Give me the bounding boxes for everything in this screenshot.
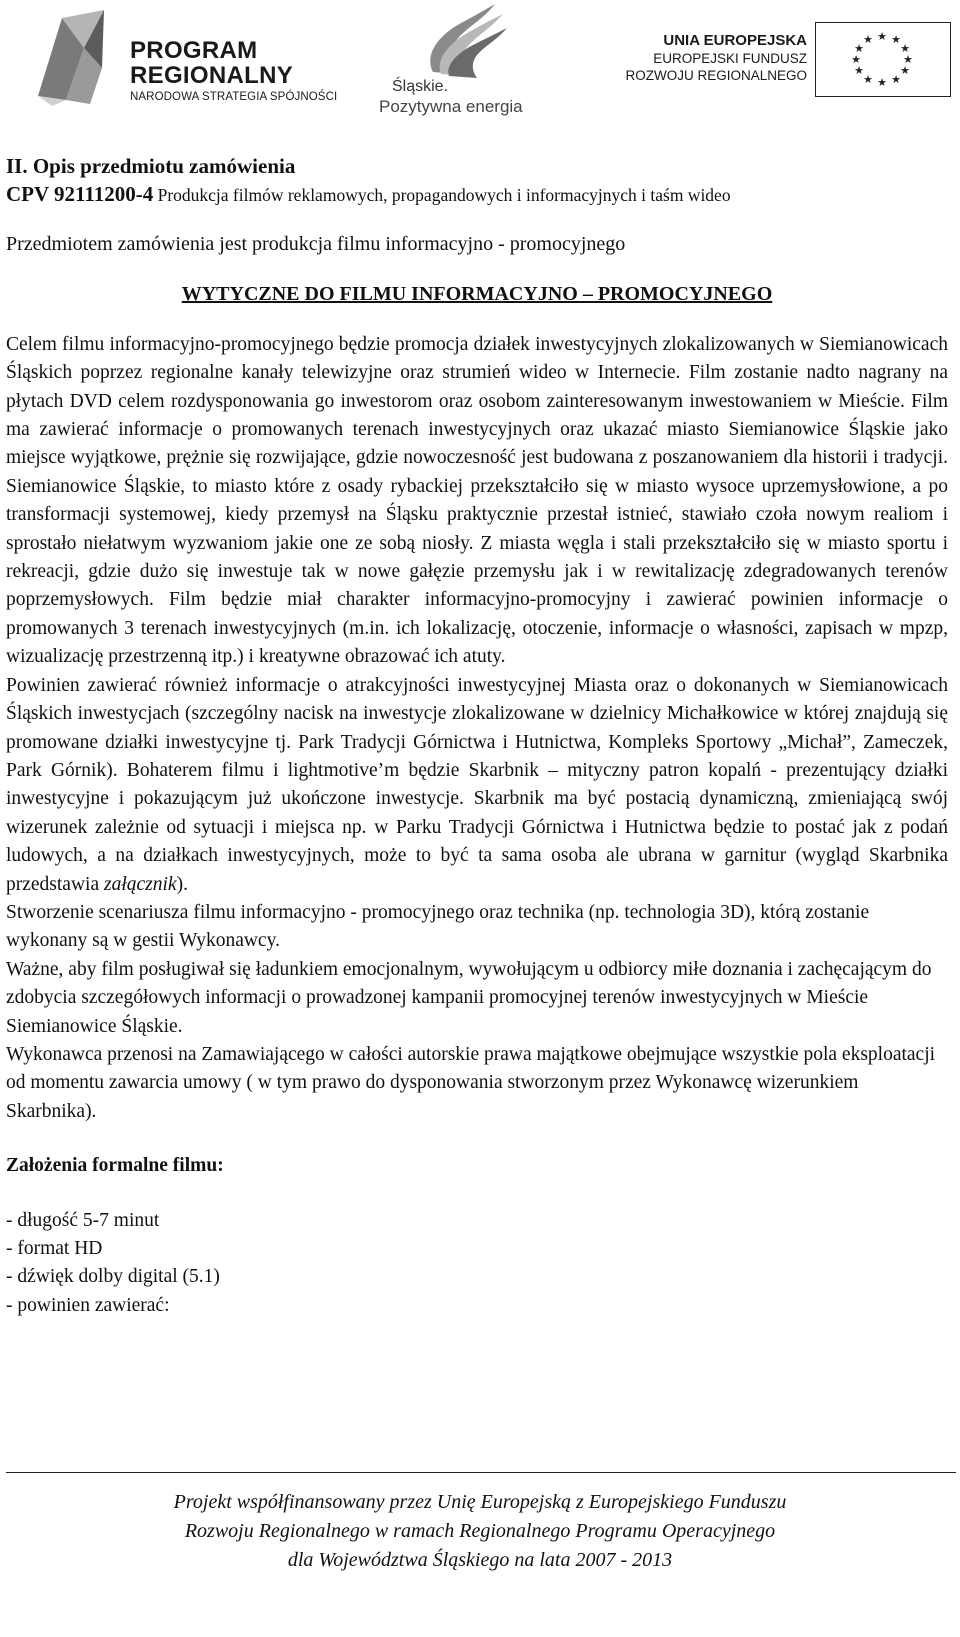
program-regionalny-logo (32, 8, 338, 108)
section-title: II. Opis przedmiotu zamówienia (6, 154, 296, 178)
eu-logo-line3: ROZWOJU REGIONALNEGO (625, 68, 807, 83)
list-item: - format HD (6, 1238, 103, 1259)
paragraph-emotion: Ważne, aby film posługiwał się ładunkiem emocjonalnym, wywołującym u odbiorcy miłe doznania i zachęcającym do zdobycia szczegółowych informacji o prowadzonej kampanii promocyjnej terenów inwestycyjnych w Mieście Siemianowice Śląskie. (6, 958, 932, 1037)
svg-text:★: ★ (854, 42, 864, 55)
footer-line: dla Województwa Śląskiego na lata 2007 - 2013 (287, 1549, 673, 1571)
slaskie-logo (375, 0, 535, 125)
footer-line: Rozwoju Regionalnego w ramach Regionalnego Programu Operacyjnego (184, 1520, 776, 1542)
footer-line: Projekt współfinansowany przez Unię Europejską z Europejskiego Funduszu (173, 1491, 787, 1513)
slaskie-tagline: Pozytywna energia (379, 97, 523, 116)
svg-text:★: ★ (863, 73, 873, 86)
assumptions-list (6, 1207, 948, 1321)
slaskie-name: Śląskie. (392, 78, 449, 95)
program-regionalny-mark-icon (32, 8, 124, 108)
footer-divider (6, 1472, 956, 1473)
paragraph-scenario: Stworzenie scenariusza filmu informacyjno - promocyjnego oraz technika (np. technologia 3D), którą zostanie wykonany są w gestii Wykonawcy. (6, 901, 870, 952)
program-regionalny-subtitle: NARODOWA STRATEGIA SPÓJNOŚCI (130, 91, 338, 103)
attachment-reference: załącznik (104, 873, 177, 895)
svg-text:★: ★ (854, 64, 864, 77)
eu-flag-icon (815, 22, 951, 97)
list-item: - dźwięk dolby digital (5.1) (6, 1266, 220, 1288)
paragraph-content (6, 672, 948, 899)
svg-text:★: ★ (851, 53, 861, 66)
svg-text:★: ★ (900, 64, 910, 77)
order-subject: Przedmiotem zamówienia jest produkcja filmu informacyjno - promocyjnego (6, 233, 626, 255)
svg-text:★: ★ (891, 73, 901, 86)
guidelines-heading: WYTYCZNE DO FILMU INFORMACYJNO – PROMOCYJNEGO (181, 283, 773, 306)
svg-text:★: ★ (891, 33, 901, 46)
slaskie-wave-icon (403, 2, 513, 82)
paragraph-content-end: ). (176, 873, 188, 895)
svg-text:★: ★ (903, 53, 913, 66)
guidelines-text (6, 331, 948, 1126)
program-regionalny-logo-text: PROGRAM REGIONALNY (130, 37, 294, 89)
document-body (6, 152, 948, 1320)
eu-logo-line1: UNIA EUROPEJSKA (663, 32, 807, 49)
cpv-line (6, 180, 948, 210)
paragraph-content-main: Powinien zawierać również informacje o atrakcyjności inwestycyjnej Miasta oraz o dokonanych w Siemianowicach Śląskich inwestycjach (szczególny nacisk na inwestycje zlokalizowane w dzielnicy Michałkowice w której znajdują się promowane działki inwestycyjne tj. Park Tradycji Górnictwa i Hutnictwa, Kompleks Sportowy „Michał”, Zameczek, Park Górnik). Bohaterem filmu i lightmotive’m będzie Skarbnik – mityczny patron kopalń - prezentujący działki inwestycyjne i pokazującym już ukończone inwestycje. Skarbnik ma być postacią dynamiczną, zmieniającą swój wizerunek zależnie od sytuacji i miejsca np. w Parku Tradycji Górnictwa i Hutnictwa będzie to postać jak z podań ludowych, a na działkach inwestycyjnych, może to być ta sama osoba ale ubrana w garnitur (wygląd Skarbnika przedstawia (6, 674, 948, 895)
list-item: - powinien zawierać: (6, 1294, 170, 1316)
eu-logo (615, 18, 955, 108)
list-item: - długość 5-7 minut (6, 1209, 160, 1231)
cpv-description: Produkcja filmów reklamowych, propagandowych i informacyjnych i taśm wideo (153, 185, 731, 205)
svg-text:★: ★ (877, 30, 887, 43)
assumptions-heading: Założenia formalne filmu: (6, 1155, 224, 1177)
svg-text:★: ★ (877, 76, 887, 89)
paragraph-goal: Celem filmu informacyjno-promocyjnego będzie promocja działek inwestycyjnych zlokalizowanych w Siemianowicach Śląskich poprzez regionalne kanały telewizyjne oraz strumień wideo w Internecie. Film zostanie nadto nagrany na płytach DVD celem rozdysponowania go inwestorom oraz osobom zainteresowanym inwestowaniem w Mieście. Film ma zawierać informacje o promowanych terenach inwestycyjnych oraz ukazać miasto Siemianowice Śląskie jako miejsce wyjątkowe, prężnie się rozwijające, gdzie nowoczesność jest budowana z poszanowaniem dla historii i tradycji. Siemianowice Śląskie, to miasto które z osady rybackiej przekształciło się w miasto wysoce uprzemysłowione, a po transformacji systemowej, kiedy przemysł na Śląsku praktycznie przestał istnieć, stawiało czoła nowym realiom i sprostało niełatwym wyzwaniom jakie one ze sobą niosły. Z miasta węgla i stali przekształciło się w miasto sportu i rekreacji, gdzie dużo się inwestuje tak w nowe gałęzie przemysłu jak i w rewitalizację zdegradowanych terenów poprzemysłowych. Film będzie miał charakter informacyjno-promocyjny i zawierać powinien informacje o promowanych 3 terenach inwestycyjnych (m.in. ich lokalizację, otoczenie, informacje o własności, zapisach w mpzp, wizualizację przestrzenną itp.) i kreatywne obrazować ich atuty. (6, 333, 948, 668)
footer-text (0, 1488, 960, 1575)
cpv-code: CPV 92111200-4 (6, 182, 154, 206)
svg-text:★: ★ (900, 42, 910, 55)
eu-logo-line2: EUROPEJSKI FUNDUSZ (653, 51, 807, 66)
svg-text:★: ★ (863, 33, 873, 46)
page-header (0, 0, 960, 130)
paragraph-rights: Wykonawca przenosi na Zamawiającego w całości autorskie prawa majątkowe obejmujące wszystkie pola eksploatacji od momentu zawarcia umowy ( w tym prawo do dysponowania stworzonym przez Wykonawcę wizerunkiem Skarbnika). (6, 1043, 936, 1122)
